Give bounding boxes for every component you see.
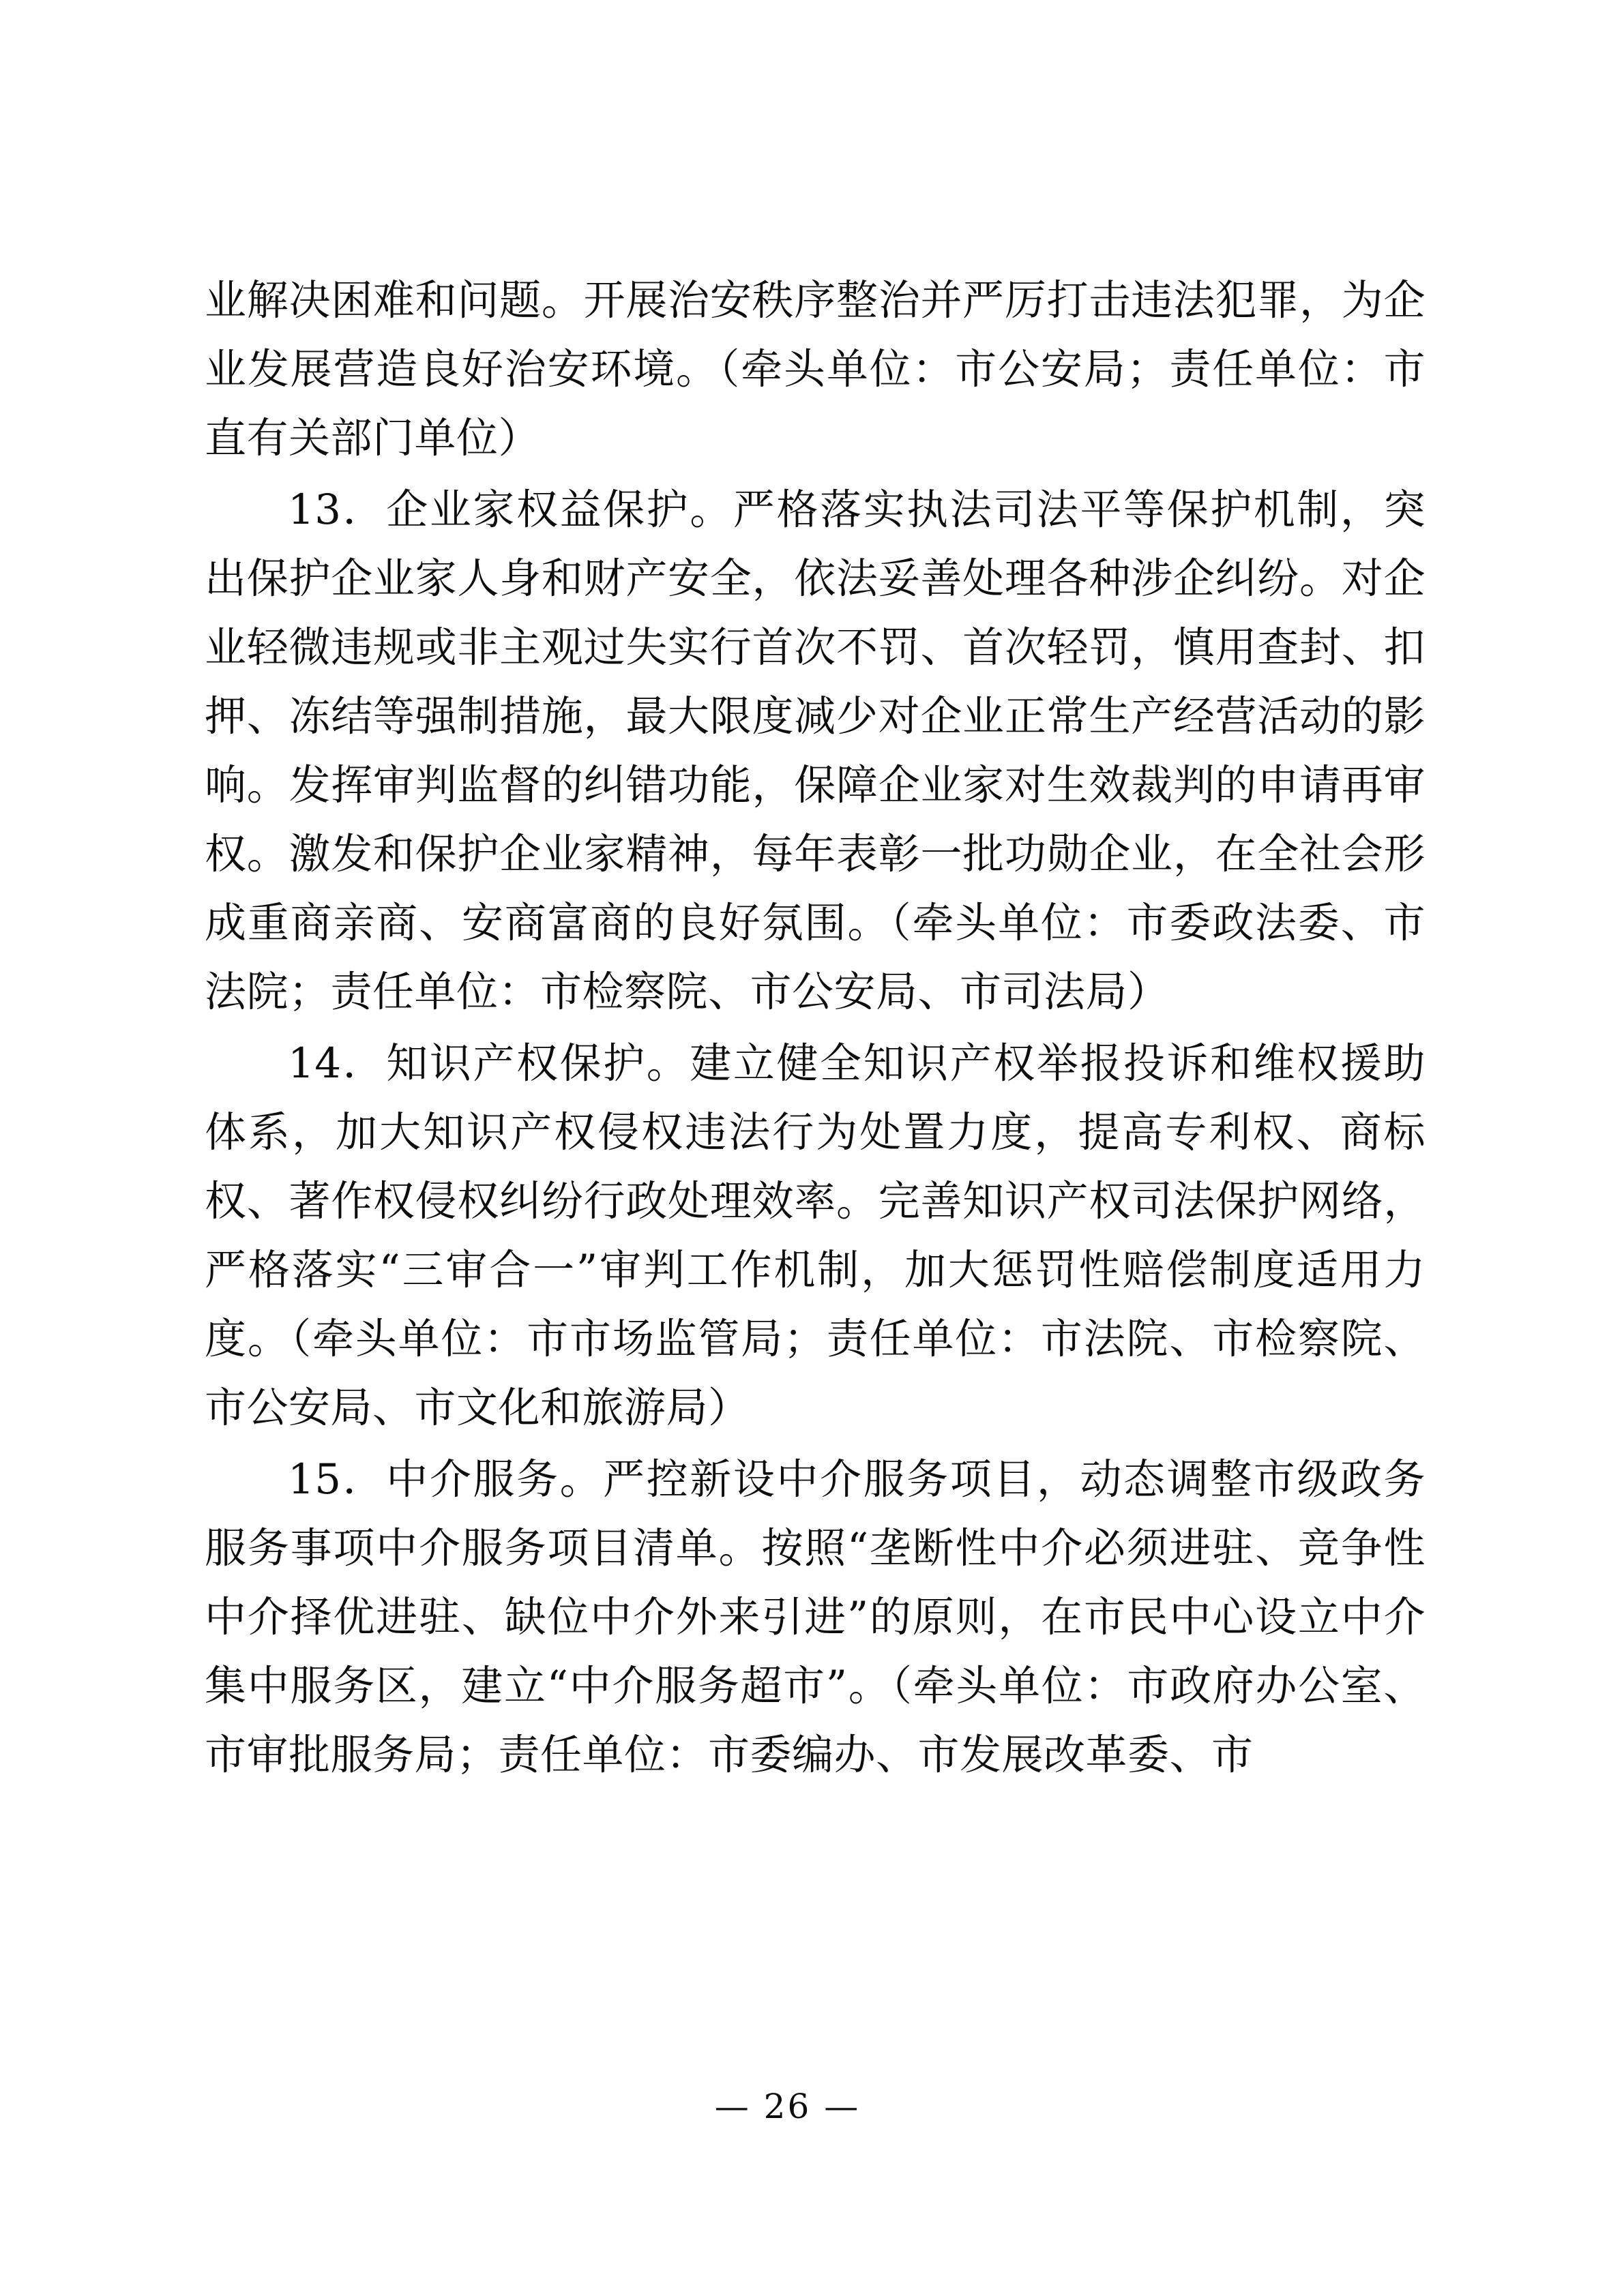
paragraph-continuation: 业解决困难和问题。开展治安秩序整治并严厉打击违法犯罪，为企业发展营造良好治安环境。（牵头单位：市公安局；责任单位：市直有关部门单位）	[205, 276, 1426, 462]
page-number: — 26 —	[714, 2087, 861, 2126]
paragraph-item-13: 13．企业家权益保护。严格落实执法司法平等保护机制，突出保护企业家人身和财产安全，依法妥善处理各种涉企纠纷。对企业轻微违规或非主观过失实行首次不罚、首次轻罚，慎用查封、扣押、冻结等强制措施，最大限度减少对企业正常生产经营活动的影响。发挥审判监督的纠错功能，保障企业家对生效裁判的申请再审权。激发和保护企业家精神，每年表彰一批功勋企业，在全社会形成重商亲商、安商富商的良好氛围。（牵头单位：市委政法委、市法院；责任单位：市检察院、市公安局、市司法局）	[205, 486, 1426, 1016]
paragraph-item-14: 14．知识产权保护。建立健全知识产权举报投诉和维权援助体系，加大知识产权侵权违法行为处置力度，提高专利权、商标权、著作权侵权纠纷行政处理效率。完善知识产权司法保护网络，严格落实“三审合一”审判工作机制，加大惩罚性赔偿制度适用力度。（牵头单位：市市场监管局；责任单位：市法院、市检察院、市公安局、市文化和旅游局）	[205, 1039, 1426, 1432]
paragraph-item-15: 15．中介服务。严控新设中介服务项目，动态调整市级政务服务事项中介服务项目清单。按照“垄断性中介必须进驻、竞争性中介择优进驻、缺位中介外来引进”的原则，在市民中心设立中介集中服务区，建立“中介服务超市”。（牵头单位：市政府办公室、市审批服务局；责任单位：市委编办、市发展改革委、市	[205, 1455, 1426, 1779]
document-body	[205, 266, 1426, 1792]
page-footer	[0, 2087, 1624, 2126]
